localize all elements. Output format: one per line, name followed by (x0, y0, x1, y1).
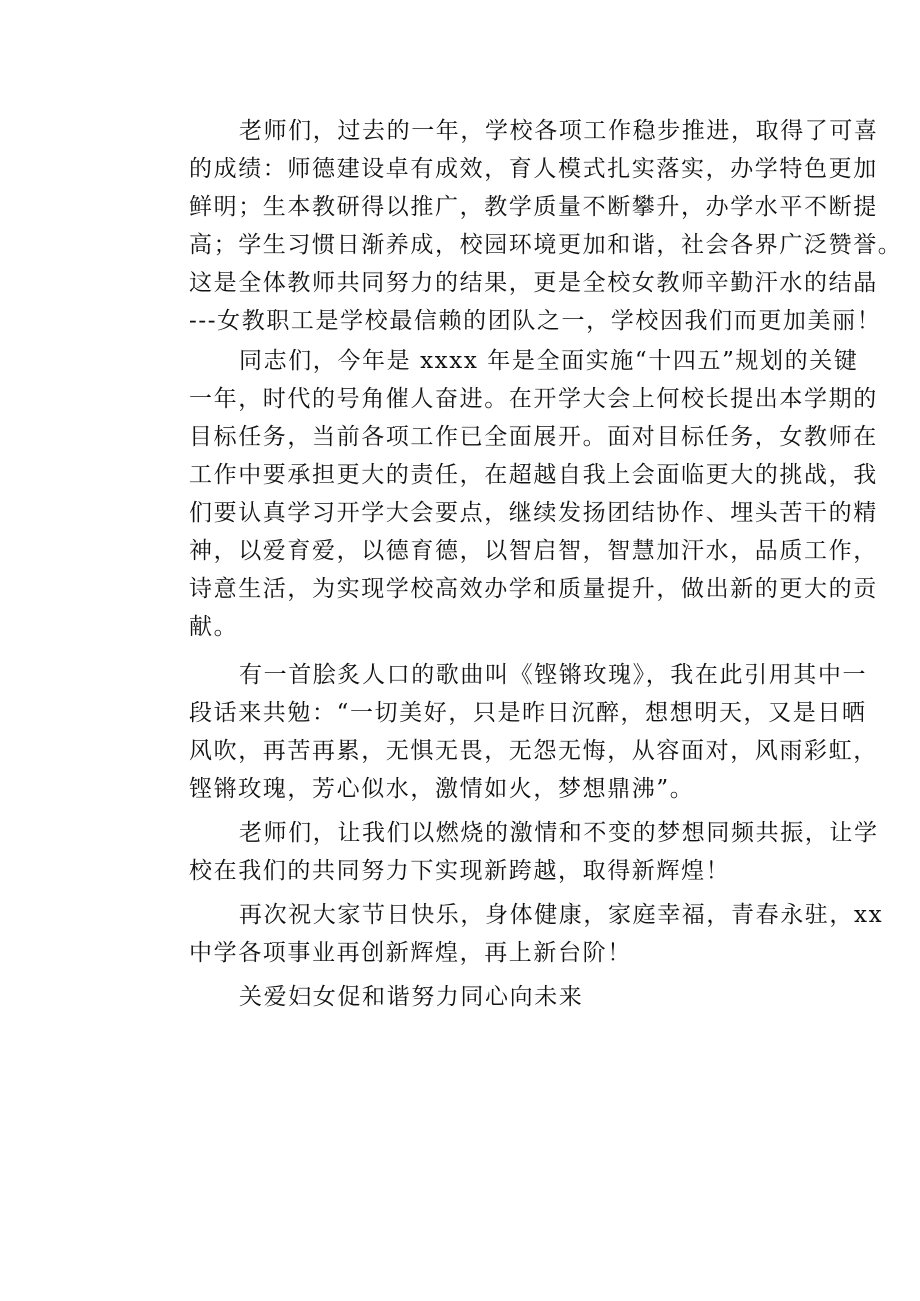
paragraph-1 (139, 112, 903, 340)
paragraph-line: ---女教职工是学校最信赖的团队之一，学校因我们而更加美丽！ (189, 308, 882, 334)
paragraph-line: 中学各项事业再创新辉煌，再上新台阶！ (189, 940, 632, 966)
paragraph-line: 工作中要承担更大的责任，在超越自我上会面临更大的挑战，我 (189, 462, 878, 488)
paragraph-line: 献。 (189, 614, 239, 640)
paragraph-line: 铿锵玫瑰，芳心似水，激情如火，梦想鼎沸”。 (189, 776, 695, 802)
paragraph-line: 诗意生活，为实现学校高效办学和质量提升，做出新的更大的贡 (189, 576, 878, 602)
paragraph-line: 目标任务，当前各项工作已全面展开。面对目标任务，女教师在 (189, 424, 878, 450)
paragraph-line: 有一首脍炙人口的歌曲叫《铿锵玫瑰》，我在此引用其中一 (239, 662, 868, 688)
paragraph-2 (139, 342, 878, 646)
paragraph-line: 鲜明；生本教研得以推广，教学质量不断攀升，办学水平不断提 (189, 194, 878, 220)
closing-slogan (139, 978, 785, 1016)
paragraph-line: 老师们，过去的一年，学校各项工作稳步推进，取得了可喜 (239, 118, 879, 144)
paragraph-line: 高；学生习惯日渐养成，校园环境更加和谐，社会各界广泛赞誉。 (189, 232, 903, 258)
paragraph-4 (139, 814, 879, 890)
paragraph-line: 校在我们的共同努力下实现新跨越，取得新辉煌！ (189, 858, 731, 884)
paragraph-line: 的成绩：师德建设卓有成效，育人模式扎实落实，办学特色更加 (189, 156, 878, 182)
paragraph-line: 这是全体教师共同努力的结果，更是全校女教师辛勤汗水的结晶 (189, 270, 878, 296)
paragraph-line: 同志们，今年是 xxxx 年是全面实施“十四五”规划的关键 (239, 348, 859, 374)
paragraph-line: 关爱妇女促和谐努力同心向未来 (239, 984, 584, 1010)
document-body (139, 112, 903, 1016)
paragraph-line: 一年，时代的号角催人奋进。在开学大会上何校长提出本学期的 (189, 386, 878, 412)
paragraph-line: 风吹，再苦再累，无惧无畏，无怨无悔，从容面对，风雨彩虹， (189, 738, 878, 764)
paragraph-line: 们要认真学习开学大会要点，继续发扬团结协作、埋头苦干的精 (189, 500, 878, 526)
paragraph-5 (139, 896, 884, 972)
paragraph-3 (139, 656, 878, 808)
paragraph-line: 神，以爱育爱，以德育德，以智启智，智慧加汗水，品质工作， (189, 538, 878, 564)
paragraph-line: 段话来共勉：“一切美好，只是昨日沉醉，想想明天，又是日晒 (189, 700, 867, 726)
paragraph-line: 老师们，让我们以燃烧的激情和不变的梦想同频共振，让学 (239, 820, 879, 846)
paragraph-line: 再次祝大家节日快乐，身体健康，家庭幸福，青春永驻，xx (239, 902, 884, 928)
